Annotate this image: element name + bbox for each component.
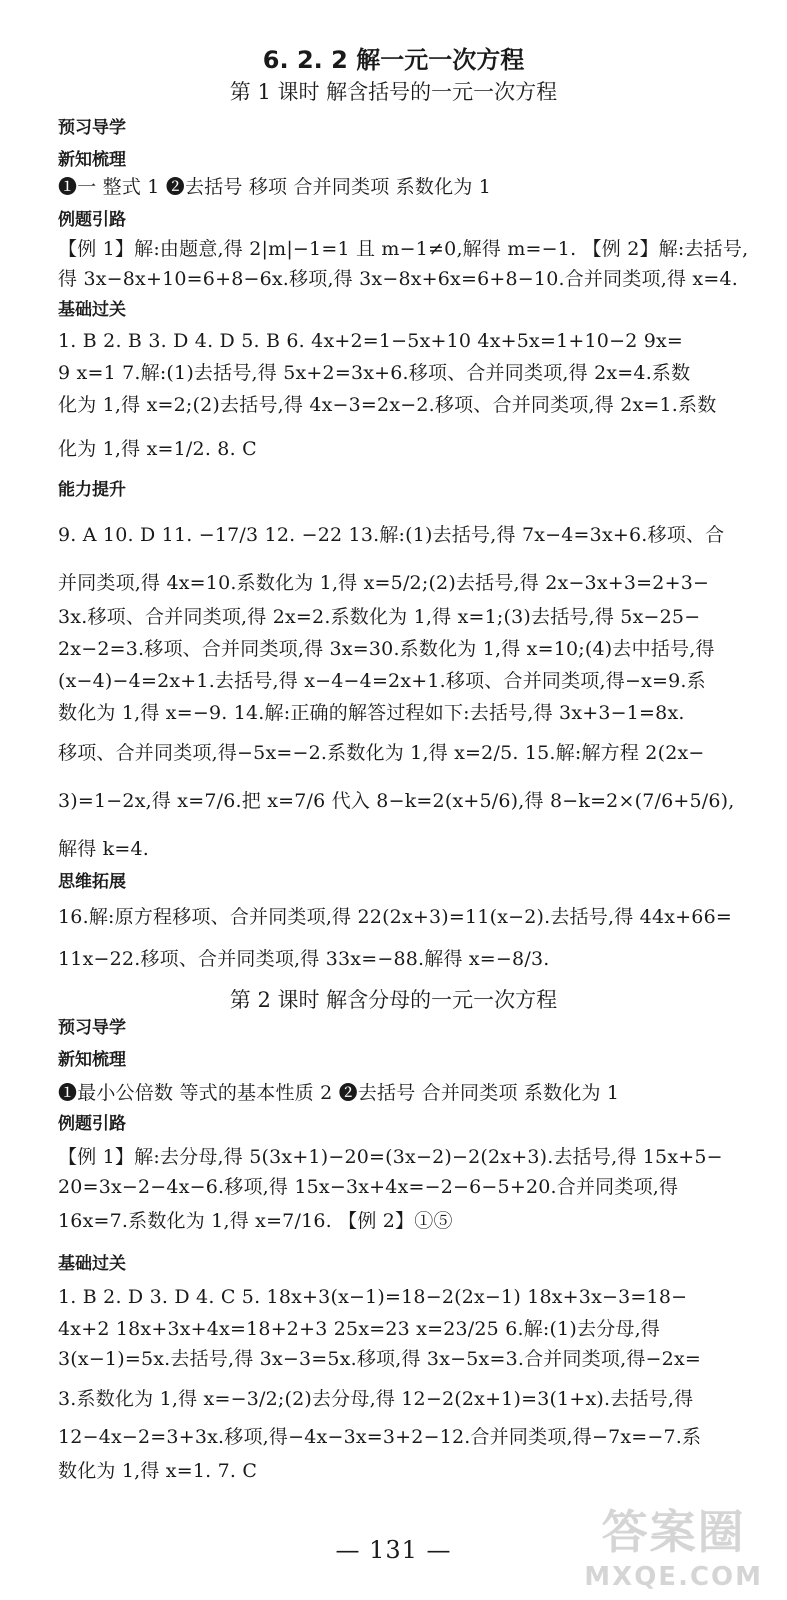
lesson2-heading: 例题引路 (58, 1114, 126, 1134)
page-number: — 131 — (335, 1536, 452, 1564)
lesson1-heading: 新知梳理 (58, 150, 126, 170)
lesson1-title: 第 1 课时 解含括号的一元一次方程 (229, 80, 558, 104)
lesson1-answer-line: 解得 k=4. (58, 838, 150, 860)
section-title: 6. 2. 2 解一元一次方程 (262, 46, 525, 74)
lesson2-answer-line: 3.系数化为 1,得 x=−3/2;(2)去分母,得 12−2(2x+1)=3(1+x).去括号,得 (58, 1388, 694, 1410)
lesson1-heading: 思维拓展 (58, 872, 126, 892)
lesson1-answer-line: 9 x=1 7.解:(1)去括号,得 5x+2=3x+6.移项、合并同类项,得 2x=4.系数 (58, 362, 691, 384)
lesson1-answer-line: 11x−22.移项、合并同类项,得 33x=−88.解得 x=−8/3. (58, 948, 550, 970)
lesson1-answer-line: 数化为 1,得 x=−9. 14.解:正确的解答过程如下:去括号,得 3x+3−1=8x. (58, 702, 685, 724)
lesson2-heading: 新知梳理 (58, 1050, 126, 1070)
watermark-url: MXQE.COM (584, 1562, 763, 1592)
lesson1-heading: 能力提升 (58, 480, 126, 500)
lesson2-answer-line: 4x+2 18x+3x+4x=18+2+3 25x=23 x=23/25 6.解:(1)去分母,得 (58, 1318, 661, 1340)
lesson1-answer-line: 并同类项,得 4x=10.系数化为 1,得 x=5/2;(2)去括号,得 2x−3x+3=2+3− (58, 572, 710, 594)
lesson2-title: 第 2 课时 解含分母的一元一次方程 (229, 988, 558, 1012)
lesson1-heading: 预习导学 (58, 118, 126, 138)
lesson2-answer-line: 【例 1】解:去分母,得 5(3x+1)−20=(3x−2)−2(2x+3).去括号,得 15x+5− (58, 1146, 723, 1168)
lesson2-answer-line: 16x=7.系数化为 1,得 x=7/16. 【例 2】①⑤ (58, 1210, 453, 1232)
lesson1-answer-line: 3x.移项、合并同类项,得 2x=2.系数化为 1,得 x=1;(3)去括号,得 5x−25− (58, 606, 701, 628)
lesson1-answer-line: 【例 1】解:由题意,得 2|m|−1=1 且 m−1≠0,解得 m=−1. 【例 2】解:去括号, (58, 238, 749, 260)
lesson1-heading: 例题引路 (58, 210, 126, 230)
lesson1-answer-line: 化为 1,得 x=1/2. 8. C (58, 438, 257, 460)
lesson2-heading: 预习导学 (58, 1018, 126, 1038)
lesson2-answer-line: ❶最小公倍数 等式的基本性质 2 ❷去括号 合并同类项 系数化为 1 (58, 1082, 620, 1104)
lesson2-answer-line: 12−4x−2=3+3x.移项,得−4x−3x=3+2−12.合并同类项,得−7x=−7.系 (58, 1426, 702, 1448)
lesson2-answer-line: 3(x−1)=5x.去括号,得 3x−3=5x.移项,得 3x−5x=3.合并同类项,得−2x= (58, 1348, 701, 1370)
lesson1-answer-line: (x−4)−4=2x+1.去括号,得 x−4−4=2x+1.移项、合并同类项,得−x=9.系 (58, 670, 706, 692)
watermark-logo (584, 1496, 763, 1592)
lesson1-answer-line: 16.解:原方程移项、合并同类项,得 22(2x+3)=11(x−2).去括号,得 44x+66= (58, 906, 732, 928)
lesson2-answer-line: 数化为 1,得 x=1. 7. C (58, 1460, 258, 1482)
lesson2-answer-line: 1. B 2. D 3. D 4. C 5. 18x+3(x−1)=18−2(2x−1) 18x+3x−3=18− (58, 1286, 688, 1308)
watermark-logo-text: 答案圈 (601, 1505, 746, 1559)
lesson1-answer-line: ❶一 整式 1 ❷去括号 移项 合并同类项 系数化为 1 (58, 176, 492, 198)
lesson1-answer-line: 得 3x−8x+10=6+8−6x.移项,得 3x−8x+6x=6+8−10.合并同类项,得 x=4. (58, 268, 738, 290)
lesson1-answer-line: 2x−2=3.移项、合并同类项,得 3x=30.系数化为 1,得 x=10;(4)去中括号,得 (58, 638, 715, 660)
lesson2-heading: 基础过关 (58, 1254, 126, 1274)
lesson1-answer-line: 化为 1,得 x=2;(2)去括号,得 4x−3=2x−2.移项、合并同类项,得 2x=1.系数 (58, 394, 717, 416)
lesson1-answer-line: 移项、合并同类项,得−5x=−2.系数化为 1,得 x=2/5. 15.解:解方程 2(2x− (58, 742, 705, 764)
lesson1-answer-line: 9. A 10. D 11. −17/3 12. −22 13.解:(1)去括号,得 7x−4=3x+6.移项、合 (58, 524, 725, 546)
lesson1-heading: 基础过关 (58, 300, 126, 320)
lesson1-answer-line: 1. B 2. B 3. D 4. D 5. B 6. 4x+2=1−5x+10 4x+5x=1+10−2 9x= (58, 330, 684, 352)
lesson1-answer-line: 3)=1−2x,得 x=7/6.把 x=7/6 代入 8−k=2(x+5/6),得 8−k=2×(7/6+5/6), (58, 790, 735, 812)
lesson2-answer-line: 20=3x−2−4x−6.移项,得 15x−3x+4x=−2−6−5+20.合并同类项,得 (58, 1176, 679, 1198)
